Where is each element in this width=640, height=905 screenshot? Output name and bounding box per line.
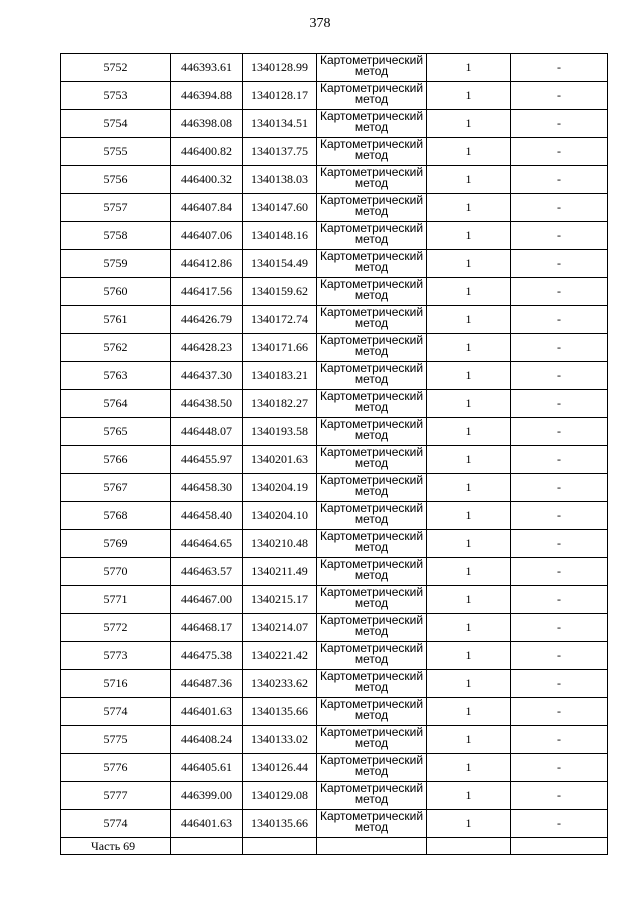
method-cell <box>317 754 427 782</box>
point-number-cell: 5764 <box>61 390 171 418</box>
method-cell <box>317 726 427 754</box>
y-coordinate-cell: 1340134.51 <box>243 110 317 138</box>
point-number-cell: 5716 <box>61 670 171 698</box>
note-cell: - <box>511 166 608 194</box>
accuracy-cell: 1 <box>427 138 511 166</box>
method-line1: Картометрический <box>319 501 424 515</box>
y-coordinate-cell: 1340233.62 <box>243 670 317 698</box>
y-coordinate-cell: 1340148.16 <box>243 222 317 250</box>
x-coordinate-cell: 446487.36 <box>171 670 243 698</box>
method-line2: метод <box>354 400 389 414</box>
y-coordinate-cell: 1340135.66 <box>243 698 317 726</box>
note-cell: - <box>511 334 608 362</box>
method-line1: Картометрический <box>319 613 424 627</box>
note-cell: - <box>511 110 608 138</box>
method-cell <box>317 586 427 614</box>
x-coordinate-cell: 446467.00 <box>171 586 243 614</box>
table-row <box>61 810 608 838</box>
note-cell: - <box>511 362 608 390</box>
note-cell: - <box>511 670 608 698</box>
method-cell <box>317 502 427 530</box>
note-cell: - <box>511 278 608 306</box>
method-line2: метод <box>354 372 389 386</box>
y-coordinate-cell: 1340210.48 <box>243 530 317 558</box>
x-coordinate-cell: 446438.50 <box>171 390 243 418</box>
y-coordinate-cell: 1340154.49 <box>243 250 317 278</box>
table-row <box>61 222 608 250</box>
empty-cell <box>317 838 427 855</box>
note-cell: - <box>511 82 608 110</box>
method-line1: Картометрический <box>319 669 424 683</box>
accuracy-cell: 1 <box>427 754 511 782</box>
method-line2: метод <box>354 176 389 190</box>
x-coordinate-cell: 446399.00 <box>171 782 243 810</box>
table-row <box>61 446 608 474</box>
y-coordinate-cell: 1340129.08 <box>243 782 317 810</box>
y-coordinate-cell: 1340135.66 <box>243 810 317 838</box>
accuracy-cell: 1 <box>427 334 511 362</box>
method-line1: Картометрический <box>319 585 424 599</box>
point-number-cell: 5760 <box>61 278 171 306</box>
point-number-cell: 5763 <box>61 362 171 390</box>
method-line2: метод <box>354 232 389 246</box>
method-line2: метод <box>354 204 389 218</box>
part-label: Часть 69 <box>61 838 171 855</box>
table-row <box>61 530 608 558</box>
accuracy-cell: 1 <box>427 502 511 530</box>
empty-cell <box>427 838 511 855</box>
method-cell <box>317 82 427 110</box>
point-number-cell: 5759 <box>61 250 171 278</box>
accuracy-cell: 1 <box>427 726 511 754</box>
point-number-cell: 5752 <box>61 54 171 82</box>
x-coordinate-cell: 446407.06 <box>171 222 243 250</box>
accuracy-cell: 1 <box>427 166 511 194</box>
method-line1: Картометрический <box>319 249 424 263</box>
x-coordinate-cell: 446401.63 <box>171 810 243 838</box>
point-number-cell: 5761 <box>61 306 171 334</box>
y-coordinate-cell: 1340138.03 <box>243 166 317 194</box>
method-line1: Картометрический <box>319 557 424 571</box>
accuracy-cell: 1 <box>427 54 511 82</box>
method-cell <box>317 334 427 362</box>
method-line1: Картометрический <box>319 389 424 403</box>
y-coordinate-cell: 1340137.75 <box>243 138 317 166</box>
method-line1: Картометрический <box>319 277 424 291</box>
empty-cell <box>511 838 608 855</box>
method-line2: метод <box>354 456 389 470</box>
y-coordinate-cell: 1340221.42 <box>243 642 317 670</box>
point-number-cell: 5772 <box>61 614 171 642</box>
note-cell: - <box>511 642 608 670</box>
x-coordinate-cell: 446405.61 <box>171 754 243 782</box>
y-coordinate-cell: 1340193.58 <box>243 418 317 446</box>
method-line2: метод <box>354 148 389 162</box>
y-coordinate-cell: 1340171.66 <box>243 334 317 362</box>
method-line2: метод <box>354 484 389 498</box>
table-row <box>61 110 608 138</box>
method-cell <box>317 138 427 166</box>
accuracy-cell: 1 <box>427 306 511 334</box>
x-coordinate-cell: 446417.56 <box>171 278 243 306</box>
method-cell <box>317 418 427 446</box>
x-coordinate-cell: 446426.79 <box>171 306 243 334</box>
method-cell <box>317 810 427 838</box>
accuracy-cell: 1 <box>427 558 511 586</box>
note-cell: - <box>511 390 608 418</box>
y-coordinate-cell: 1340214.07 <box>243 614 317 642</box>
note-cell: - <box>511 54 608 82</box>
method-cell <box>317 698 427 726</box>
method-line2: метод <box>354 568 389 582</box>
point-number-cell: 5769 <box>61 530 171 558</box>
method-cell <box>317 362 427 390</box>
y-coordinate-cell: 1340204.19 <box>243 474 317 502</box>
method-cell <box>317 558 427 586</box>
note-cell: - <box>511 446 608 474</box>
empty-cell <box>171 838 243 855</box>
method-cell <box>317 390 427 418</box>
method-line2: метод <box>354 652 389 666</box>
method-line2: метод <box>354 92 389 106</box>
table-row <box>61 82 608 110</box>
method-line1: Картометрический <box>319 417 424 431</box>
method-line2: метод <box>354 120 389 134</box>
table-row <box>61 166 608 194</box>
table-row <box>61 194 608 222</box>
accuracy-cell: 1 <box>427 474 511 502</box>
y-coordinate-cell: 1340183.21 <box>243 362 317 390</box>
y-coordinate-cell: 1340133.02 <box>243 726 317 754</box>
x-coordinate-cell: 446428.23 <box>171 334 243 362</box>
point-number-cell: 5766 <box>61 446 171 474</box>
y-coordinate-cell: 1340147.60 <box>243 194 317 222</box>
method-line1: Картометрический <box>319 473 424 487</box>
method-cell <box>317 474 427 502</box>
table-row <box>61 418 608 446</box>
note-cell: - <box>511 194 608 222</box>
x-coordinate-cell: 446400.82 <box>171 138 243 166</box>
method-line1: Картометрический <box>319 53 424 67</box>
table-row <box>61 278 608 306</box>
point-number-cell: 5771 <box>61 586 171 614</box>
point-number-cell: 5755 <box>61 138 171 166</box>
note-cell: - <box>511 726 608 754</box>
table-row <box>61 138 608 166</box>
coordinates-table <box>60 53 608 855</box>
note-cell: - <box>511 782 608 810</box>
accuracy-cell: 1 <box>427 810 511 838</box>
method-cell <box>317 54 427 82</box>
method-line1: Картометрический <box>319 137 424 151</box>
x-coordinate-cell: 446398.08 <box>171 110 243 138</box>
note-cell: - <box>511 586 608 614</box>
method-line2: метод <box>354 344 389 358</box>
point-number-cell: 5767 <box>61 474 171 502</box>
method-line2: метод <box>354 736 389 750</box>
method-line1: Картометрический <box>319 165 424 179</box>
x-coordinate-cell: 446408.24 <box>171 726 243 754</box>
x-coordinate-cell: 446475.38 <box>171 642 243 670</box>
method-line1: Картометрический <box>319 445 424 459</box>
method-line2: метод <box>354 596 389 610</box>
x-coordinate-cell: 446448.07 <box>171 418 243 446</box>
method-line1: Картометрический <box>319 781 424 795</box>
table-row <box>61 642 608 670</box>
accuracy-cell: 1 <box>427 446 511 474</box>
method-line2: метод <box>354 288 389 302</box>
note-cell: - <box>511 558 608 586</box>
method-cell <box>317 222 427 250</box>
accuracy-cell: 1 <box>427 642 511 670</box>
part-footer-row <box>61 838 608 855</box>
x-coordinate-cell: 446401.63 <box>171 698 243 726</box>
point-number-cell: 5762 <box>61 334 171 362</box>
point-number-cell: 5776 <box>61 754 171 782</box>
note-cell: - <box>511 754 608 782</box>
y-coordinate-cell: 1340204.10 <box>243 502 317 530</box>
table-row <box>61 334 608 362</box>
accuracy-cell: 1 <box>427 362 511 390</box>
method-cell <box>317 278 427 306</box>
y-coordinate-cell: 1340128.17 <box>243 82 317 110</box>
table-row <box>61 726 608 754</box>
method-line1: Картометрический <box>319 641 424 655</box>
table-row <box>61 698 608 726</box>
note-cell: - <box>511 698 608 726</box>
x-coordinate-cell: 446463.57 <box>171 558 243 586</box>
method-cell <box>317 642 427 670</box>
method-line2: метод <box>354 764 389 778</box>
x-coordinate-cell: 446458.40 <box>171 502 243 530</box>
point-number-cell: 5768 <box>61 502 171 530</box>
point-number-cell: 5756 <box>61 166 171 194</box>
point-number-cell: 5758 <box>61 222 171 250</box>
note-cell: - <box>511 810 608 838</box>
note-cell: - <box>511 250 608 278</box>
method-line2: метод <box>354 624 389 638</box>
table-row <box>61 558 608 586</box>
accuracy-cell: 1 <box>427 782 511 810</box>
empty-cell <box>243 838 317 855</box>
method-cell <box>317 166 427 194</box>
note-cell: - <box>511 418 608 446</box>
method-line2: метод <box>354 680 389 694</box>
x-coordinate-cell: 446393.61 <box>171 54 243 82</box>
method-cell <box>317 614 427 642</box>
x-coordinate-cell: 446458.30 <box>171 474 243 502</box>
method-cell <box>317 194 427 222</box>
point-number-cell: 5753 <box>61 82 171 110</box>
method-cell <box>317 670 427 698</box>
method-line2: метод <box>354 512 389 526</box>
accuracy-cell: 1 <box>427 586 511 614</box>
accuracy-cell: 1 <box>427 110 511 138</box>
x-coordinate-cell: 446400.32 <box>171 166 243 194</box>
table-row <box>61 474 608 502</box>
method-line2: метод <box>354 64 389 78</box>
table-row <box>61 502 608 530</box>
x-coordinate-cell: 446437.30 <box>171 362 243 390</box>
table-row <box>61 614 608 642</box>
accuracy-cell: 1 <box>427 390 511 418</box>
method-line2: метод <box>354 820 389 834</box>
method-line1: Картометрический <box>319 697 424 711</box>
y-coordinate-cell: 1340159.62 <box>243 278 317 306</box>
y-coordinate-cell: 1340126.44 <box>243 754 317 782</box>
table-row <box>61 754 608 782</box>
page-number: 378 <box>309 16 331 31</box>
point-number-cell: 5765 <box>61 418 171 446</box>
method-cell <box>317 110 427 138</box>
accuracy-cell: 1 <box>427 278 511 306</box>
y-coordinate-cell: 1340211.49 <box>243 558 317 586</box>
point-number-cell: 5777 <box>61 782 171 810</box>
point-number-cell: 5754 <box>61 110 171 138</box>
method-line1: Картометрический <box>319 725 424 739</box>
method-line1: Картометрический <box>319 193 424 207</box>
method-line1: Картометрический <box>319 809 424 823</box>
x-coordinate-cell: 446407.84 <box>171 194 243 222</box>
method-line1: Картометрический <box>319 753 424 767</box>
table-row <box>61 362 608 390</box>
point-number-cell: 5774 <box>61 810 171 838</box>
table-row <box>61 782 608 810</box>
accuracy-cell: 1 <box>427 530 511 558</box>
accuracy-cell: 1 <box>427 222 511 250</box>
table-body <box>61 54 608 855</box>
x-coordinate-cell: 446455.97 <box>171 446 243 474</box>
method-line2: метод <box>354 792 389 806</box>
method-line1: Картометрический <box>319 109 424 123</box>
method-line1: Картометрический <box>319 529 424 543</box>
x-coordinate-cell: 446394.88 <box>171 82 243 110</box>
table-row <box>61 250 608 278</box>
point-number-cell: 5775 <box>61 726 171 754</box>
table-row <box>61 306 608 334</box>
accuracy-cell: 1 <box>427 418 511 446</box>
x-coordinate-cell: 446468.17 <box>171 614 243 642</box>
note-cell: - <box>511 306 608 334</box>
table-row <box>61 586 608 614</box>
method-line1: Картометрический <box>319 361 424 375</box>
table-row <box>61 670 608 698</box>
method-line2: метод <box>354 260 389 274</box>
point-number-cell: 5757 <box>61 194 171 222</box>
method-cell <box>317 306 427 334</box>
note-cell: - <box>511 474 608 502</box>
y-coordinate-cell: 1340201.63 <box>243 446 317 474</box>
method-line1: Картометрический <box>319 81 424 95</box>
y-coordinate-cell: 1340172.74 <box>243 306 317 334</box>
note-cell: - <box>511 222 608 250</box>
point-number-cell: 5770 <box>61 558 171 586</box>
y-coordinate-cell: 1340182.27 <box>243 390 317 418</box>
accuracy-cell: 1 <box>427 250 511 278</box>
table-row <box>61 390 608 418</box>
method-cell <box>317 446 427 474</box>
note-cell: - <box>511 502 608 530</box>
accuracy-cell: 1 <box>427 82 511 110</box>
method-line2: метод <box>354 428 389 442</box>
accuracy-cell: 1 <box>427 614 511 642</box>
point-number-cell: 5773 <box>61 642 171 670</box>
table-row <box>61 54 608 82</box>
method-line2: метод <box>354 540 389 554</box>
method-line1: Картометрический <box>319 333 424 347</box>
method-line1: Картометрический <box>319 305 424 319</box>
x-coordinate-cell: 446412.86 <box>171 250 243 278</box>
method-line1: Картометрический <box>319 221 424 235</box>
accuracy-cell: 1 <box>427 670 511 698</box>
note-cell: - <box>511 138 608 166</box>
y-coordinate-cell: 1340215.17 <box>243 586 317 614</box>
method-line2: метод <box>354 708 389 722</box>
note-cell: - <box>511 614 608 642</box>
method-cell <box>317 782 427 810</box>
method-cell <box>317 250 427 278</box>
y-coordinate-cell: 1340128.99 <box>243 54 317 82</box>
point-number-cell: 5774 <box>61 698 171 726</box>
accuracy-cell: 1 <box>427 194 511 222</box>
method-line2: метод <box>354 316 389 330</box>
accuracy-cell: 1 <box>427 698 511 726</box>
method-cell <box>317 530 427 558</box>
note-cell: - <box>511 530 608 558</box>
x-coordinate-cell: 446464.65 <box>171 530 243 558</box>
